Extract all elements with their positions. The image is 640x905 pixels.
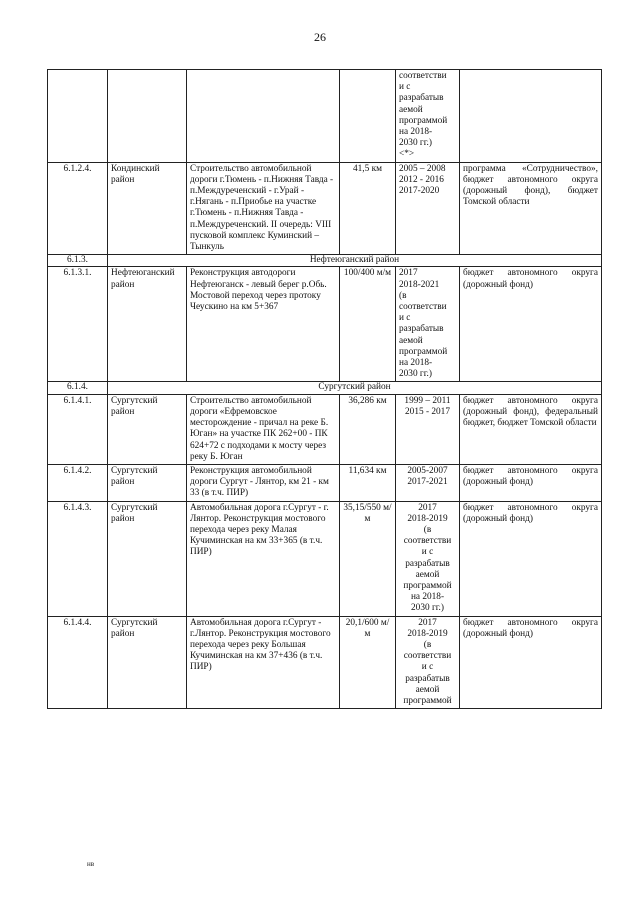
period-line: (в bbox=[399, 290, 407, 301]
district-cell: Кондинский район bbox=[108, 162, 187, 255]
period-line: разрабатыв bbox=[399, 93, 444, 104]
district-cell: Нефтеюганский район bbox=[108, 267, 187, 382]
district-cell: Сургутский район bbox=[108, 616, 187, 709]
item-number: 6.1.4.1. bbox=[48, 394, 108, 464]
item-number: 6.1.3.1. bbox=[48, 267, 108, 382]
period-line: 1999 – 2011 bbox=[404, 395, 451, 406]
funding-source-cell: бюджет автономного округа (дорожный фонд) bbox=[460, 267, 602, 382]
table-row bbox=[48, 394, 602, 464]
period-line: 2018-2019 bbox=[407, 513, 448, 524]
period-line: 2017 bbox=[418, 617, 437, 628]
length-cell: 35,15/550 м/м bbox=[340, 501, 396, 616]
item-number: 6.1.4.2. bbox=[48, 464, 108, 501]
funding-source-cell: бюджет автономного округа (дорожный фонд) bbox=[460, 501, 602, 616]
period-line: (в bbox=[423, 639, 432, 650]
period-line: 2017 bbox=[418, 502, 437, 513]
period-line: соответстви bbox=[403, 536, 452, 547]
period-line: и с bbox=[399, 313, 411, 324]
period-line: программой bbox=[399, 115, 448, 126]
funding-source-cell: бюджет автономного округа (дорожный фонд) bbox=[460, 616, 602, 709]
period-line: соответстви bbox=[399, 302, 447, 313]
section-number: 6.1.4. bbox=[48, 382, 108, 394]
period-cell bbox=[396, 616, 460, 709]
period-line: 2018-2021 bbox=[399, 279, 440, 290]
length-cell: 11,634 км bbox=[340, 464, 396, 501]
section-title: Сургутский район bbox=[108, 382, 602, 394]
period-line: соответстви bbox=[403, 651, 452, 662]
length-cell bbox=[340, 70, 396, 163]
object-cell bbox=[187, 70, 340, 163]
period-line: соответстви bbox=[399, 71, 447, 81]
period-line: 2012 - 2016 bbox=[399, 174, 444, 185]
district-cell: Сургутский район bbox=[108, 394, 187, 464]
period-cell bbox=[396, 501, 460, 616]
period-line: на 2018- bbox=[410, 592, 445, 603]
object-cell: Автомобильная дорога г.Сургут - г. Лянтор. Реконструкция мостового перехода через реку Малая Кучиминская на км 33+365 (в т.ч. ПИР) bbox=[187, 501, 340, 616]
table-row bbox=[48, 464, 602, 501]
period-line: разрабатыв bbox=[399, 324, 444, 335]
period-cell bbox=[396, 464, 460, 501]
period-line: аемой bbox=[399, 104, 423, 115]
period-cell bbox=[396, 267, 460, 382]
district-cell bbox=[108, 70, 187, 163]
period-line: и с bbox=[421, 662, 434, 673]
district-cell: Сургутский район bbox=[108, 501, 187, 616]
period-line: аемой bbox=[399, 335, 423, 346]
period-line: 2005-2007 bbox=[407, 465, 448, 476]
period-line: 2017-2021 bbox=[407, 477, 448, 488]
period-line: на 2018- bbox=[399, 127, 433, 138]
period-line: 2015 - 2017 bbox=[405, 406, 450, 417]
length-cell: 100/400 м/м bbox=[340, 267, 396, 382]
period-line: 2017-2020 bbox=[399, 186, 440, 197]
item-number bbox=[48, 70, 108, 163]
funding-source-cell bbox=[460, 70, 602, 163]
section-number: 6.1.3. bbox=[48, 255, 108, 267]
funding-source-cell: бюджет автономного округа (дорожный фонд) bbox=[460, 464, 602, 501]
table-row bbox=[48, 501, 602, 616]
table-row bbox=[48, 267, 602, 382]
period-line: аемой bbox=[415, 684, 440, 695]
page-number: 26 bbox=[314, 30, 326, 44]
period-cell bbox=[396, 162, 460, 255]
section-row bbox=[48, 255, 602, 267]
object-cell: Реконструкция автомобильной дороги Сургут - Лянтор, км 21 - км 33 (в т.ч. ПИР) bbox=[187, 464, 340, 501]
section-row bbox=[48, 382, 602, 394]
period-line: аемой bbox=[415, 569, 440, 580]
funding-source-cell: бюджет автономного округа (дорожный фонд), федеральный бюджет, бюджет Томской области bbox=[460, 394, 602, 464]
object-cell: Реконструкция автодороги Нефтеюганск - левый берег р.Обь. Мостовой переход через протоку Чеускино на км 5+367 bbox=[187, 267, 340, 382]
period-line: (в bbox=[423, 524, 432, 535]
period-line: программой bbox=[403, 695, 452, 706]
section-title: Нефтеюганский район bbox=[108, 255, 602, 267]
table-row bbox=[48, 616, 602, 709]
object-cell: Автомобильная дорога г.Сургут - г.Лянтор. Реконструкция мостового перехода через реку Большая Кучиминская на км 37+436 (в т.ч. ПИР) bbox=[187, 616, 340, 709]
period-line: и с bbox=[421, 547, 434, 558]
period-line: 2030 гг.) bbox=[399, 138, 432, 149]
period-line: 2005 – 2008 bbox=[399, 163, 446, 174]
length-cell: 20,1/600 м/м bbox=[340, 616, 396, 709]
length-cell: 36,286 км bbox=[340, 394, 396, 464]
period-line: 2030 гг.) bbox=[399, 369, 432, 380]
period-line: на 2018- bbox=[399, 358, 433, 369]
footer-mark: нв bbox=[87, 860, 95, 868]
length-cell: 41,5 км bbox=[340, 162, 396, 255]
period-line: программой bbox=[399, 346, 448, 357]
period-line: разрабатыв bbox=[405, 673, 450, 684]
period-line: и с bbox=[399, 82, 411, 93]
table-body bbox=[48, 70, 602, 709]
funding-source-cell: программа «Сотрудничество», бюджет автономного округа (дорожный фонд), бюджет Томской области bbox=[460, 162, 602, 255]
table-row bbox=[48, 70, 602, 163]
period-line: 2018-2019 bbox=[407, 628, 448, 639]
district-cell: Сургутский район bbox=[108, 464, 187, 501]
table-row bbox=[48, 162, 602, 255]
object-cell: Строительство автомобильной дороги г.Тюмень - п.Нижняя Тавда - п.Междуреченский - г.Урай - г.Нягань - п.Приобье на участке г.Тюмень - п.Нижняя Тавда - п.Междуреченский. II очередь: VIII пусковой комплекс Куминский – Тынкуль bbox=[187, 162, 340, 255]
period-line: 2030 гг.) bbox=[411, 603, 444, 614]
item-number: 6.1.4.3. bbox=[48, 501, 108, 616]
object-cell: Строительство автомобильной дороги «Ефремовское месторождение - причал на реке Б. Юган» на участке ПК 262+00 - ПК 624+72 с подходами к мосту через реку Б. Юган bbox=[187, 394, 340, 464]
period-line: <*> bbox=[399, 149, 415, 160]
period-line: 2017 bbox=[399, 268, 418, 279]
period-line: разрабатыв bbox=[405, 558, 450, 569]
period-cell bbox=[396, 394, 460, 464]
period-cell bbox=[396, 70, 460, 163]
item-number: 6.1.4.4. bbox=[48, 616, 108, 709]
period-line: программой bbox=[403, 580, 452, 591]
roads-table bbox=[47, 69, 602, 709]
item-number: 6.1.2.4. bbox=[48, 162, 108, 255]
